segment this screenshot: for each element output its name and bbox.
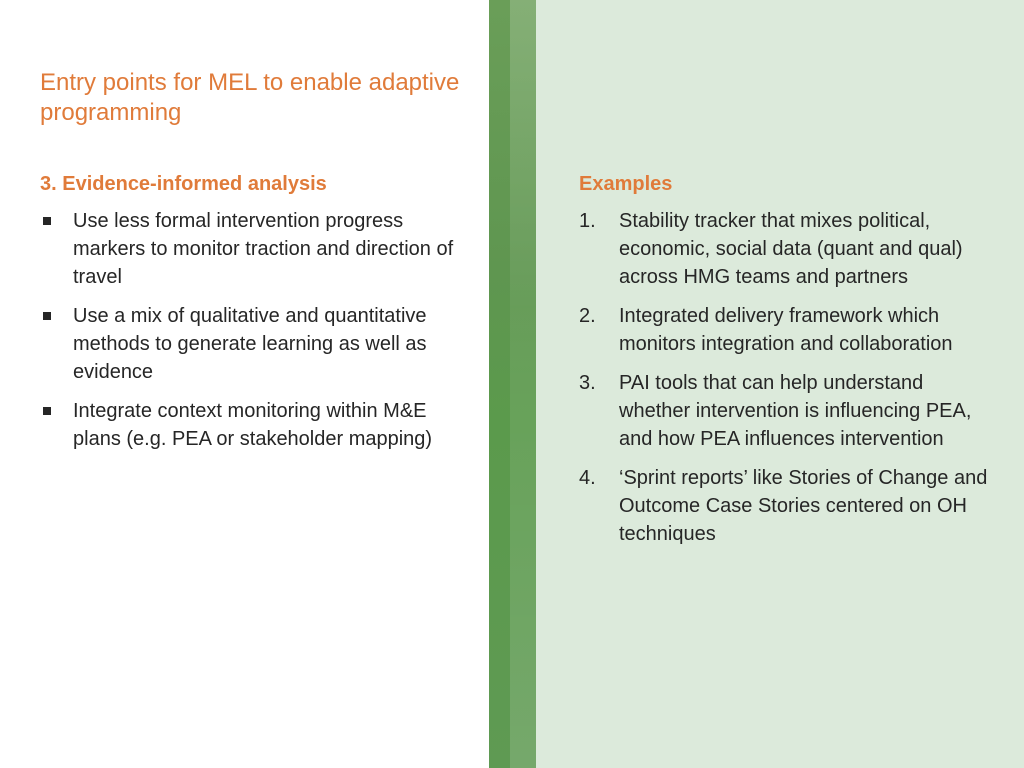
bullet-text: Use a mix of qualitative and quantitative methods to generate learning as well as evidence (73, 305, 427, 383)
square-bullet-icon (43, 217, 51, 225)
examples-heading: Examples (579, 173, 673, 195)
square-bullet-icon (43, 312, 51, 320)
list-item (579, 464, 999, 548)
square-bullet-icon (43, 407, 51, 415)
example-text: Stability tracker that mixes political, economic, social data (quant and qual) across HMG teams and partners (619, 210, 963, 288)
list-item (40, 397, 460, 453)
stripe-highlight (510, 0, 536, 768)
list-item (579, 369, 999, 453)
list-item (579, 207, 999, 291)
item-number: 2. (579, 305, 596, 327)
list-item (40, 302, 460, 386)
bullet-text: Integrate context monitoring within M&E plans (e.g. PEA or stakeholder mapping) (73, 400, 433, 450)
bullet-list (40, 207, 460, 464)
example-text: PAI tools that can help understand whether intervention is influencing PEA, and how PEA influences intervention (619, 372, 972, 450)
section-heading: 3. Evidence-informed analysis (40, 173, 327, 195)
item-number: 4. (579, 467, 596, 489)
item-number: 3. (579, 372, 596, 394)
example-text: ‘Sprint reports’ like Stories of Change and Outcome Case Stories centered on OH techniques (619, 467, 988, 545)
examples-list (579, 207, 999, 559)
bullet-text: Use less formal intervention progress markers to monitor traction and direction of travel (73, 210, 454, 288)
item-number: 1. (579, 210, 596, 232)
example-text: Integrated delivery framework which monitors integration and collaboration (619, 305, 953, 355)
list-item (40, 207, 460, 291)
slide-title: Entry points for MEL to enable adaptive programming (40, 69, 460, 126)
list-item (579, 302, 999, 358)
